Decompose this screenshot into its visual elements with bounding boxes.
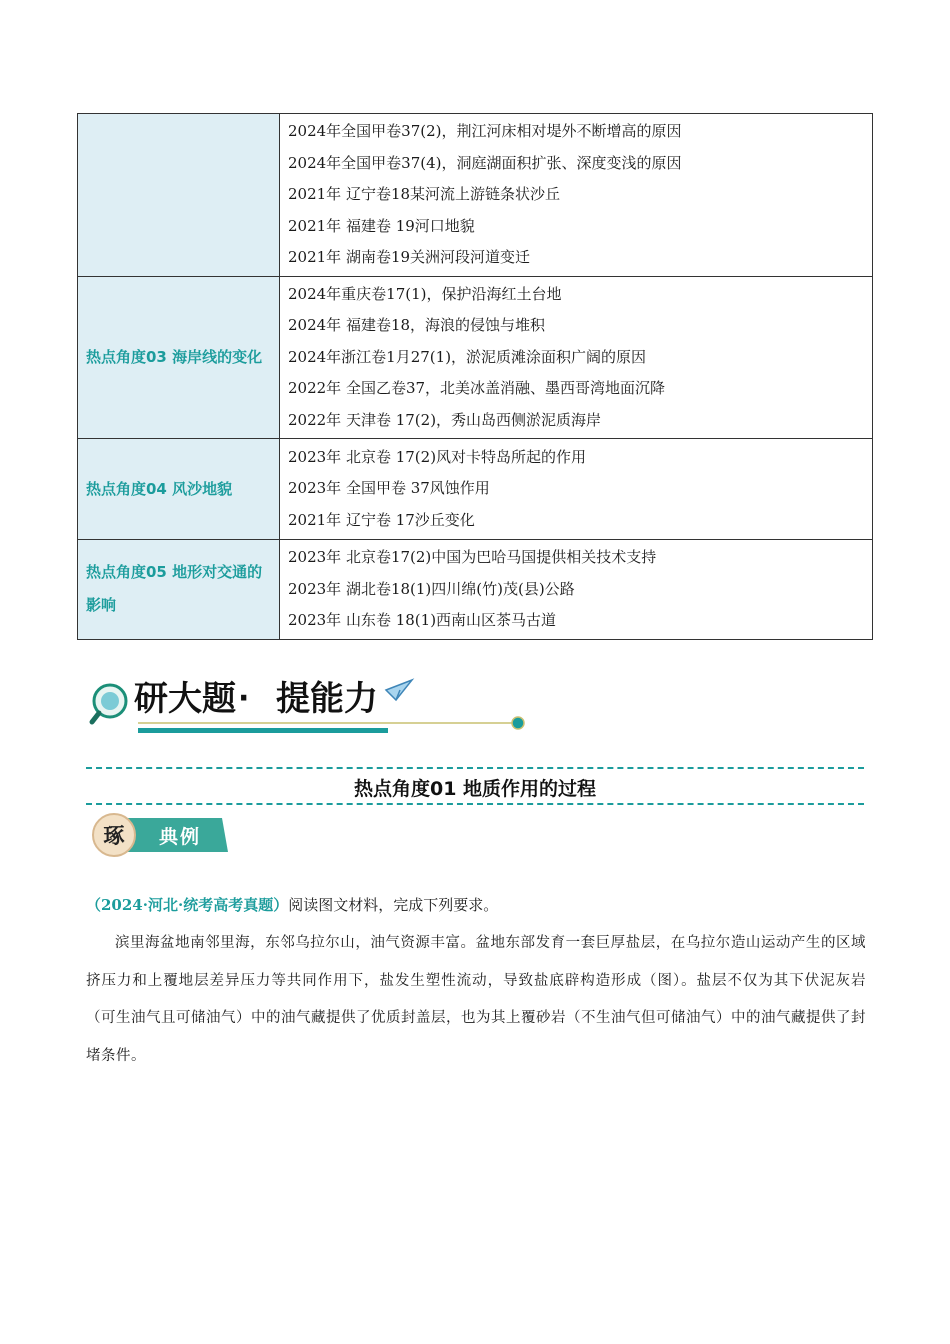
list-item: 2024年全国甲卷37(2)，荆江河床相对堤外不断增高的原因	[288, 122, 682, 140]
banner-title-part2: 提能力	[276, 679, 378, 719]
question-source: （2024·河北·统考高考真题）	[86, 896, 289, 914]
magnifier-icon	[92, 685, 126, 722]
list-item: 2023年 北京卷17(2)中国为巴哈马国提供相关技术支持	[288, 548, 657, 566]
question-instruction: 阅读图文材料，完成下列要求。	[288, 896, 499, 914]
section-banner	[88, 668, 538, 748]
list-item: 2024年重庆卷17(1)，保护沿海红土台地	[288, 284, 562, 303]
row-label: 热点角度03 海岸线的变化	[78, 276, 280, 439]
banner-title-part1: 研大题	[134, 679, 236, 719]
row-items	[280, 114, 873, 277]
list-item: 2021年 辽宁卷 17沙丘变化	[288, 510, 475, 529]
list-item: 2022年 天津卷 17(2)，秀山岛西侧淤泥质海岸	[288, 410, 602, 429]
list-item: 2021年 湖南卷19关洲河段河道变迁	[288, 248, 531, 266]
table-row	[78, 114, 873, 277]
list-item: 2024年全国甲卷37(4)，洞庭湖面积扩张、深度变浅的原因	[288, 153, 682, 172]
row-items	[280, 276, 873, 439]
seal-char: 琢	[103, 824, 125, 848]
badge-label: 典例	[158, 826, 202, 848]
list-item: 2024年浙江卷1月27(1)，淤泥质滩涂面积广阔的原因	[288, 347, 647, 366]
list-item: 2021年 福建卷 19河口地貌	[288, 216, 475, 235]
list-item: 2024年 福建卷18，海浪的侵蚀与堆积	[288, 316, 546, 334]
list-item: 2023年 湖北卷18(1)四川绵(竹)茂(县)公路	[288, 579, 575, 598]
title-divider-bottom	[86, 803, 864, 805]
hotspot-table	[77, 113, 873, 640]
section-title: 热点角度01 地质作用的过程	[353, 778, 597, 800]
banner-underline	[138, 728, 388, 733]
row-label: 热点角度04 风沙地貌	[78, 439, 280, 540]
banner-dot-marker	[512, 717, 524, 729]
question-source-line	[86, 893, 498, 917]
row-items	[280, 439, 873, 540]
row-label: 热点角度05 地形对交通的影响	[78, 540, 280, 640]
list-item: 2023年 全国甲卷 37风蚀作用	[288, 479, 490, 498]
question-paragraph: 滨里海盆地南邻里海，东邻乌拉尔山，油气资源丰富。盆地东部发育一套巨厚盐层，在乌拉尔造山运动产生的区域挤压力和上覆地层差异压力等共同作用下，盐发生塑性流动，导致盐底辟构造形成（图）。盐层不仅为其下伏泥灰岩（可生油气且可储油气）中的油气藏提供了优质封盖层，也为其上覆砂岩（不生油气但可储油气）中的油气藏提供了封堵条件。	[86, 935, 866, 1064]
table-row	[78, 540, 873, 640]
paper-plane-icon	[386, 680, 412, 700]
list-item: 2022年 全国乙卷37，北美冰盖消融、墨西哥湾地面沉降	[288, 379, 666, 397]
table-row	[78, 276, 873, 439]
list-item: 2023年 北京卷 17(2)风对卡特岛所起的作用	[288, 447, 587, 466]
list-item: 2021年 辽宁卷18某河流上游链条状沙丘	[288, 185, 561, 203]
row-label	[78, 114, 280, 277]
row-items	[280, 540, 873, 640]
example-badge	[90, 812, 230, 858]
list-item: 2023年 山东卷 18(1)西南山区茶马古道	[288, 611, 557, 629]
table-row	[78, 439, 873, 540]
title-divider-top	[86, 767, 864, 769]
banner-dot: ·	[238, 681, 250, 716]
